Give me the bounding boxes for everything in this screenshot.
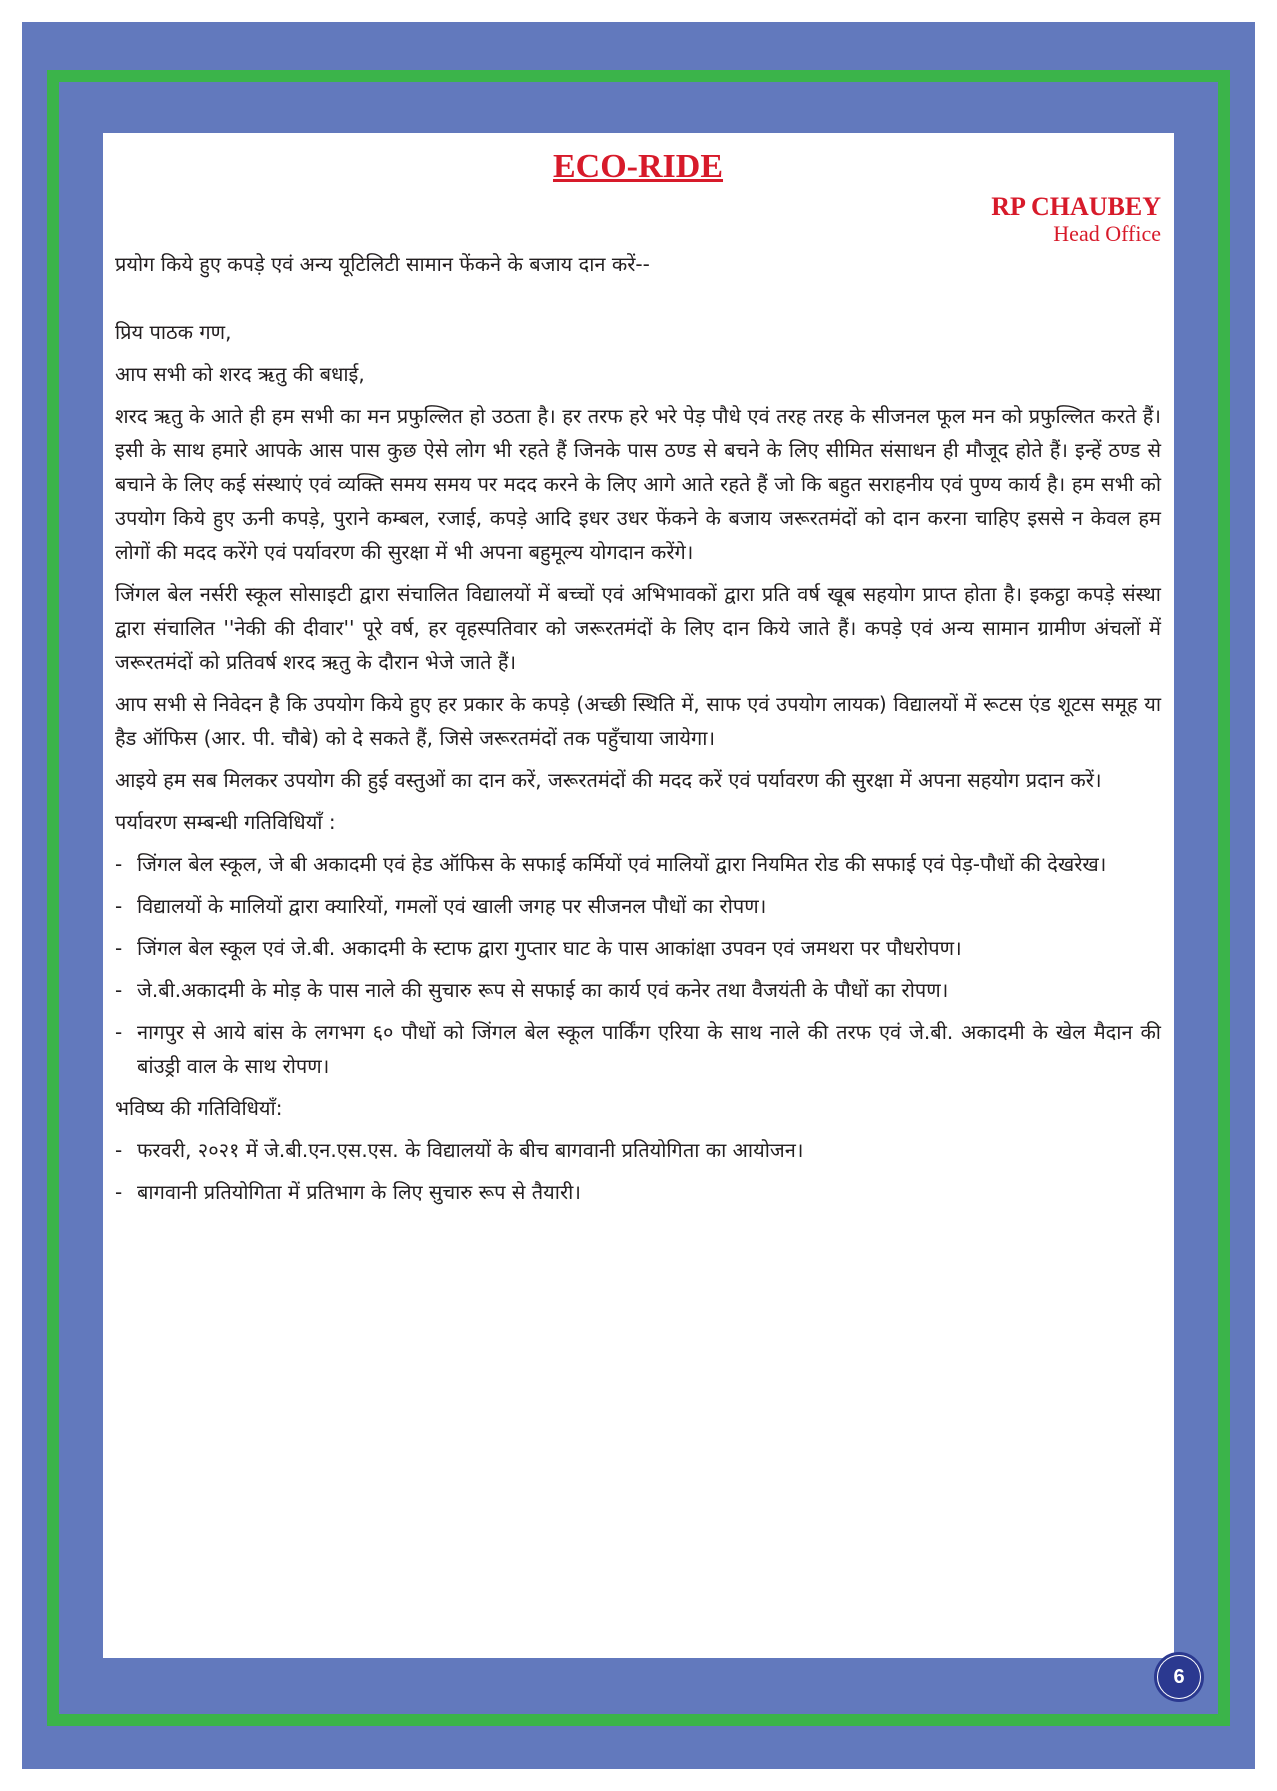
page-number-badge bbox=[1154, 1652, 1204, 1702]
page-number: 6 bbox=[1158, 1656, 1200, 1698]
activities-heading: पर्यावरण सम्बन्धी गतिविधियाँ : bbox=[115, 810, 336, 834]
subject-line: प्रयोग किये हुए कपड़े एवं अन्य यूटिलिटी सामान फेंकने के बजाय दान करें-- bbox=[115, 252, 650, 276]
paragraph: शरद ऋतु के आते ही हम सभी का मन प्रफुल्लित हो उठता है। हर तरफ हरे भरे पेड़ पौधे एवं तरह तरह के सीजनल फूल मन को प्रफुल्लित करते हैं। इसी के साथ हमारे आपके आस पास कुछ ऐसे लोग भी रहते हैं जिनके पास ठण्ड से बचने के लिए सीमित संसाधन ही मौजूद होते हैं। इन्हें ठण्ड से बचाने के लिए कई संस्थाएं एवं व्यक्ति समय समय पर मदद करने के लिए आगे आते रहते हैं जो कि बहुत सराहनीय एवं पुण्य कार्य है। हम सभी को उपयोग किये हुए ऊनी कपड़े, पुराने कम्बल, रजाई, कपड़े आदि इधर उधर फेंकने के बजाय जरूरतमंदों को दान करना चाहिए इससे न केवल हम लोगों की मदद करेंगे एवं पर्यावरण की सुरक्षा में भी अपना बहुमूल्य योगदान करेंगे। bbox=[115, 404, 1161, 564]
list-item: - फरवरी, २०२१ में जे.बी.एन.एस.एस. के विद्यालयों के बीच बागवानी प्रतियोगिता का आयोजन। bbox=[115, 1138, 804, 1162]
page-title: ECO-RIDE bbox=[552, 148, 724, 185]
list-item: - नागपुर से आये बांस के लगभग ६० पौधों को जिंगल बेल स्कूल पार्किंग एरिया के साथ नाले की तरफ एवं जे.बी. अकादमी के खेल मैदान की बांउड्री वाल के साथ रोपण। bbox=[115, 1020, 1161, 1078]
author-name: RP CHAUBEY bbox=[991, 192, 1161, 221]
future-heading: भविष्य की गतिविधियाँ: bbox=[115, 1096, 283, 1120]
future-list bbox=[115, 1133, 1161, 1209]
list-item: - जे.बी.अकादमी के मोड़ के पास नाले की सुचारु रूप से सफाई का कार्य एवं कनेर तथा वैजयंती के पौधों का रोपण। bbox=[115, 978, 949, 1002]
author-block bbox=[115, 193, 1161, 247]
activities-list bbox=[115, 847, 1161, 1083]
author-office: Head Office bbox=[1053, 221, 1161, 246]
paragraph: आइये हम सब मिलकर उपयोग की हुई वस्तुओं का दान करें, जरूरतमंदों की मदद करें एवं पर्यावरण की सुरक्षा में अपना सहयोग प्रदान करें। bbox=[115, 768, 1102, 792]
content-panel bbox=[103, 133, 1174, 1658]
greeting: आप सभी को शरद ऋतु की बधाई, bbox=[115, 362, 365, 386]
paragraph: आप सभी से निवेदन है कि उपयोग किये हुए हर प्रकार के कपड़े (अच्छी स्थिति में, साफ एवं उपयोग लायक) विद्यालयों में रूटस एंड शूटस समूह या हैड ऑफिस (आर. पी. चौबे) को दे सकते हैं, जिसे जरूरतमंदों तक पहुँचाया जायेगा। bbox=[115, 692, 1161, 750]
salutation: प्रिय पाठक गण, bbox=[115, 320, 232, 344]
list-item: - जिंगल बेल स्कूल, जे बी अकादमी एवं हेड ऑफिस के सफाई कर्मियों एवं मालियों द्वारा नियमित रोड की सफाई एवं पेड़-पौधों की देखरेख। bbox=[115, 852, 1107, 876]
list-item: - बागवानी प्रतियोगिता में प्रतिभाग के लिए सुचारु रूप से तैयारी। bbox=[115, 1180, 581, 1204]
article-body bbox=[115, 247, 1161, 1209]
list-item: - विद्यालयों के मालियों द्वारा क्यारियों, गमलों एवं खाली जगह पर सीजनल पौधों का रोपण। bbox=[115, 894, 767, 918]
paragraph: जिंगल बेल नर्सरी स्कूल सोसाइटी द्वारा संचालित विद्यालयों में बच्चों एवं अभिभावकों द्वारा प्रति वर्ष खूब सहयोग प्राप्त होता है। इकट्ठा कपड़े संस्था द्वारा संचालित ''नेकी की दीवार'' पूरे वर्ष, हर वृहस्पतिवार को जरूरतमंदों के लिए दान किये जाते हैं। कपड़े एवं अन्य सामान ग्रामीण अंचलों में जरूरतमंदों को प्रतिवर्ष शरद ऋतु के दौरान भेजे जाते हैं। bbox=[115, 582, 1161, 674]
list-item: - जिंगल बेल स्कूल एवं जे.बी. अकादमी के स्टाफ द्वारा गुप्तार घाट के पास आकांक्षा उपवन एवं जमथरा पर पौधरोपण। bbox=[115, 936, 962, 960]
